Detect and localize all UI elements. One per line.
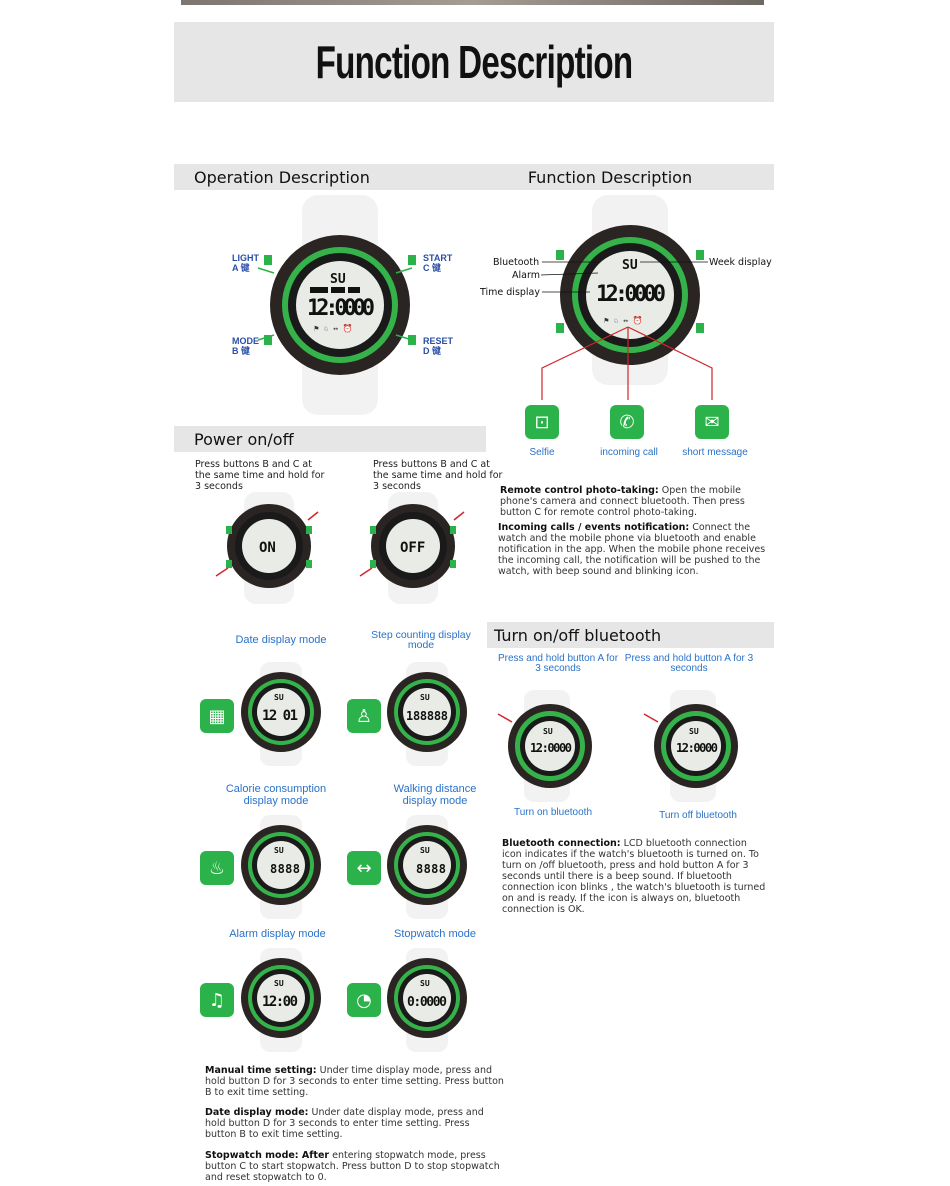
op-time: 12:0000 — [307, 296, 375, 321]
svg-text:⚑ ♘ ↔ ⏰: ⚑ ♘ ↔ ⏰ — [314, 324, 353, 333]
power-on-watch — [214, 492, 324, 604]
function-title: Function Description — [527, 167, 693, 187]
flame-icon: ♨ — [200, 851, 234, 885]
time-display-callout: Time display — [480, 287, 541, 298]
power-header — [174, 426, 486, 452]
bell-icon: ♫ — [200, 983, 234, 1017]
svg-text:⚑ ♘ ↔ ⏰: ⚑ ♘ ↔ ⏰ — [604, 316, 643, 325]
section-header-row — [174, 164, 774, 190]
light-key: A 键 — [232, 263, 250, 273]
week-display-callout: Week display — [709, 257, 772, 268]
walking-mode-label: Walking distance display mode — [393, 783, 477, 807]
calorie-watch-text: 8888 — [270, 862, 300, 876]
bt-off-time: 12:0000 — [676, 741, 718, 755]
bt-on-watch — [496, 690, 596, 802]
svg-text:SU: SU — [274, 979, 284, 988]
svg-text:SU: SU — [420, 979, 430, 988]
mode-label: MODE — [232, 336, 259, 346]
walker-icon: ♙ — [347, 699, 381, 733]
bluetooth-callout: Bluetooth — [493, 257, 540, 268]
date-display-note-text: Date display mode: Under date display mode, press and hold button D for 3 seconds to enter time setting. Press button B to exit time setting. — [205, 1107, 484, 1140]
bluetooth-header — [487, 622, 774, 648]
bluetooth-connection-text: Bluetooth connection: LCD bluetooth connection icon indicates if the watch's bluetooth is turned on. To turn on /off bluetooth, press and hold button A for 3 seconds until there is a beep sound. If bluetooth connection icon blinks , the watch's bluetooth is turned on and is ready. If the icon is always on, bluetooth connection is OK. — [502, 838, 766, 915]
svg-text:SU: SU — [274, 846, 284, 855]
alarm-callout: Alarm — [512, 270, 540, 281]
alarm-watch — [238, 948, 324, 1052]
bt-on-instruction: Press and hold button A for 3 seconds — [497, 653, 619, 674]
light-label: LIGHT — [232, 253, 259, 263]
fn-time: 12:0000 — [596, 282, 666, 307]
function-lines — [480, 255, 780, 405]
stopwatch-note-text: Stopwatch mode: After entering stopwatch mode, press button C to start stopwatch. Press button D to stop stopwatch and reset stopwatch to 0. — [205, 1150, 500, 1183]
turn-off-bluetooth-label: Turn off bluetooth — [659, 810, 737, 821]
mode-key: B 键 — [232, 346, 251, 356]
reset-label: RESET — [423, 336, 454, 346]
alarm-watch-text: 12:00 — [262, 994, 298, 1010]
power-off-text: OFF — [400, 540, 426, 556]
incoming-notification-text: Incoming calls / events notification: Connect the watch and the mobile phone via bluetooth and enable notification in the app. When the mobile phone receives the incoming call, the notification will be pushed to the watch, with beep sound and blinking icon. — [498, 522, 766, 577]
step-watch — [384, 662, 470, 766]
incoming-call-label: incoming call — [600, 447, 658, 458]
selfie-label: Selfie — [529, 447, 555, 458]
reset-key: D 键 — [423, 346, 442, 356]
stopwatch-watch-text: 0:0000 — [407, 995, 447, 1010]
start-key: C 键 — [423, 263, 442, 273]
calorie-mode-label: Calorie consumption display mode — [225, 783, 327, 807]
calendar-icon: ▦ — [200, 699, 234, 733]
bt-off-instruction: Press and hold button A for 3 seconds — [624, 653, 754, 674]
operation-arrows — [230, 265, 440, 345]
svg-text:SU: SU — [420, 693, 430, 702]
bt-off-watch — [642, 690, 742, 802]
power-on-text: ON — [259, 540, 276, 556]
power-off-instruction: Press buttons B and C at the same time and hold for 3 seconds — [373, 459, 503, 492]
date-watch — [238, 662, 324, 766]
start-label: START — [423, 253, 453, 263]
svg-text:SU: SU — [543, 727, 553, 736]
banner-title: Function Description — [315, 36, 633, 88]
date-mode-label: Date display mode — [235, 634, 327, 646]
envelope-icon: ✉ — [695, 405, 729, 439]
camera-icon: ⊡ — [525, 405, 559, 439]
top-image-strip — [181, 0, 764, 5]
bt-on-time: 12:0000 — [530, 741, 572, 755]
fn-day: SU — [622, 258, 638, 273]
svg-text:SU: SU — [274, 693, 284, 702]
power-on-instruction: Press buttons B and C at the same time and hold for 3 seconds — [195, 459, 325, 492]
stopwatch-icon: ◔ — [347, 983, 381, 1017]
banner — [174, 22, 774, 102]
phone-icon: ✆ — [610, 405, 644, 439]
stopwatch-watch — [384, 948, 470, 1052]
distance-watch-text: 8888 — [416, 862, 446, 876]
svg-text:SU: SU — [420, 846, 430, 855]
calorie-watch — [238, 815, 324, 919]
manual-time-setting-text: Manual time setting: Under time display mode, press and hold button D for 3 seconds to enter time setting. Press button B to exit time setting. — [205, 1065, 504, 1098]
distance-icon: ↔ — [347, 851, 381, 885]
power-off-watch — [358, 492, 468, 604]
op-day: SU — [330, 272, 346, 287]
step-watch-text: 188888 — [406, 709, 448, 723]
turn-on-bluetooth-label: Turn on bluetooth — [513, 807, 593, 818]
short-message-label: short message — [682, 447, 748, 458]
operation-title: Operation Description — [194, 167, 370, 187]
svg-text:SU: SU — [689, 727, 699, 736]
bluetooth-title: Turn on/off bluetooth — [494, 625, 662, 645]
step-mode-label: Step counting display mode — [371, 629, 471, 651]
distance-watch — [384, 815, 470, 919]
date-watch-text: 12 01 — [262, 708, 298, 724]
remote-control-text: Remote control photo-taking: Open the mobile phone's camera and connect bluetooth. Then press button C for remote control photo-taking. — [500, 485, 745, 518]
alarm-mode-label: Alarm display mode — [229, 928, 326, 940]
stopwatch-mode-label: Stopwatch mode — [394, 928, 476, 940]
power-title: Power on/off — [194, 429, 294, 449]
